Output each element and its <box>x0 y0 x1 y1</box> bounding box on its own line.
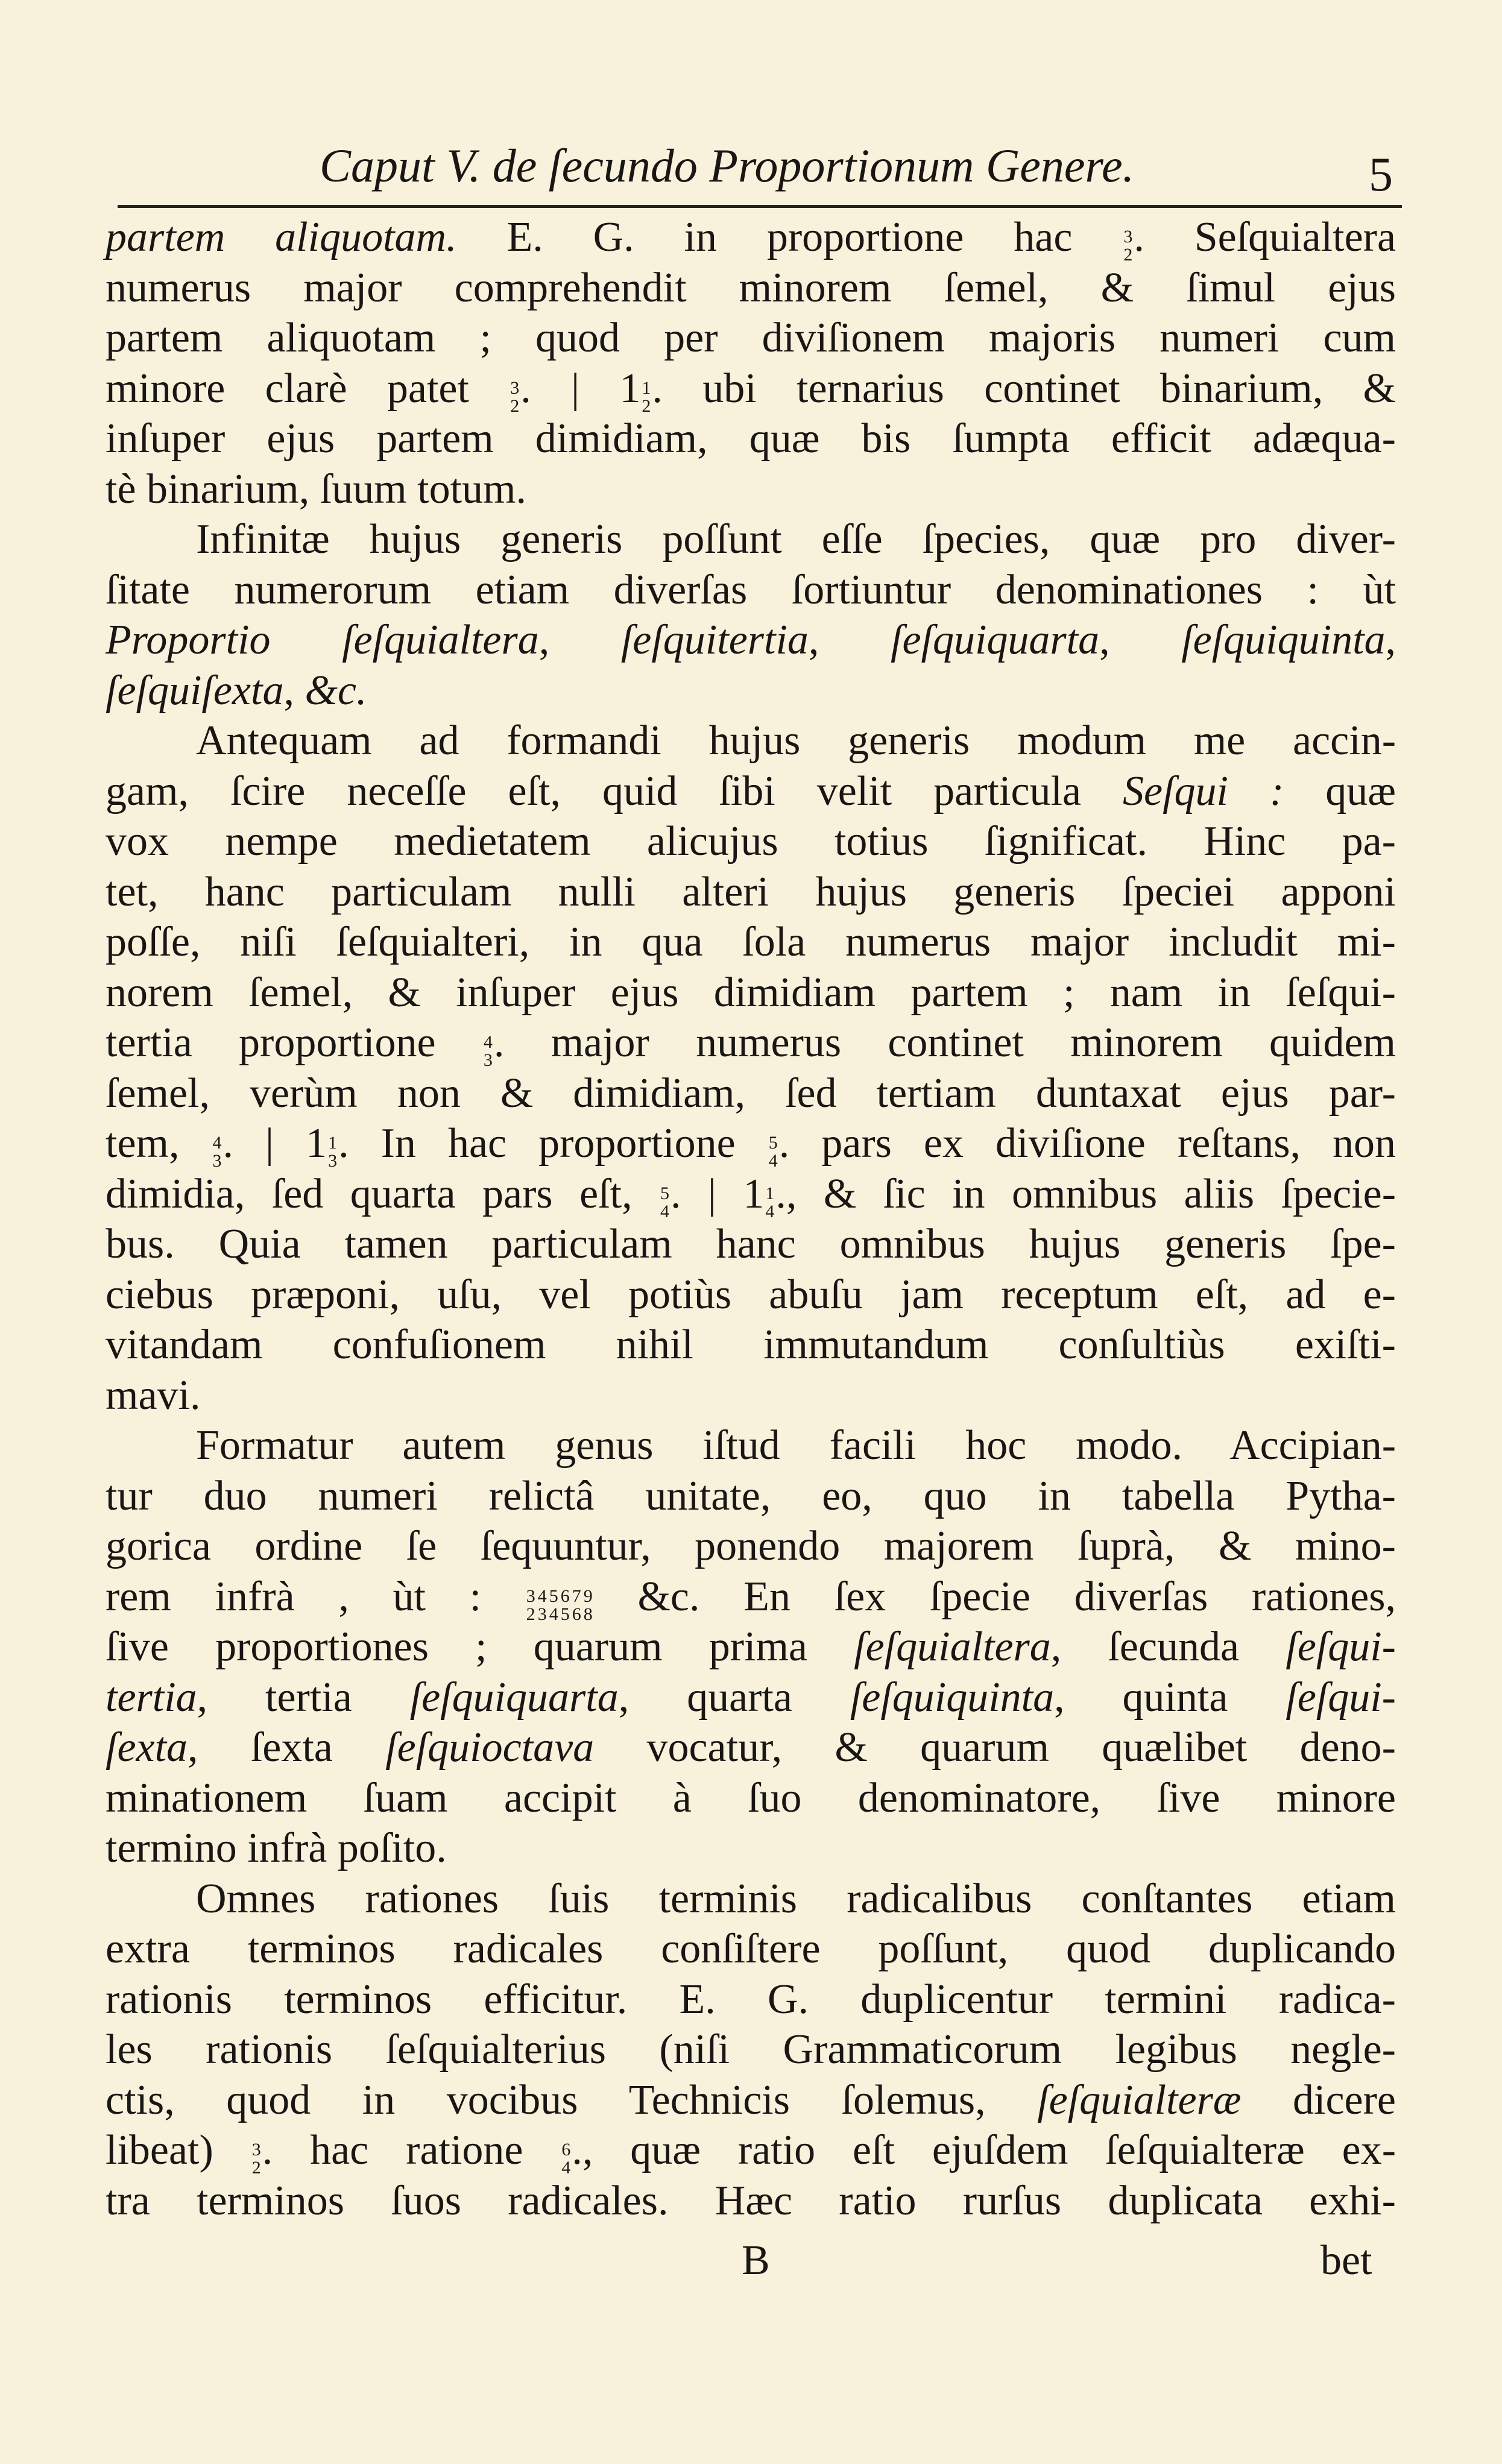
numerator: 5 <box>660 1183 669 1203</box>
italic-run: ſeſquialteræ <box>1037 2076 1242 2123</box>
numerator: 1 <box>765 1183 775 1203</box>
italic-run: ſeſquiquarta <box>409 1674 619 1721</box>
text-run: . pars ex diviſione reſtans, non <box>778 1120 1396 1167</box>
text-line <box>106 1219 1396 1270</box>
text-run: &c. En ſex ſpecie diverſas rationes, <box>593 1573 1396 1620</box>
fraction <box>328 1134 337 1170</box>
text-run: vocatur, & quarum quælibet deno- <box>594 1724 1396 1771</box>
text-line <box>106 666 1396 716</box>
text-run: tè binarium, ſuum totum. <box>106 465 526 512</box>
text-run: minationem ſuam accipit à ſuo denominatore, ſive minore <box>106 1774 1396 1821</box>
text-run: , <box>283 667 305 714</box>
fraction <box>660 1185 669 1221</box>
text-line <box>106 968 1396 1018</box>
text-run: . | 1 <box>671 1170 765 1217</box>
italic-run: &c. <box>305 667 367 714</box>
text-run: libeat) <box>106 2127 251 2173</box>
text-line <box>106 414 1396 464</box>
text-line <box>106 2176 1396 2226</box>
denominator: 2 <box>642 395 651 416</box>
page-number: 5 <box>1369 148 1393 201</box>
text-line <box>106 1118 1396 1169</box>
text-run: . In hac proportione <box>338 1120 768 1167</box>
text-line <box>106 364 1396 414</box>
fraction <box>561 1587 570 1624</box>
text-line <box>106 816 1396 867</box>
fraction <box>526 1587 535 1624</box>
text-run: les rationis ſeſquialterius (niſi Grammaticorum legibus negle- <box>106 2026 1396 2073</box>
numerator: 3 <box>1123 227 1133 247</box>
text-line <box>106 1521 1396 1572</box>
text-run: gorica ordine ſe ſequuntur, ponendo majorem ſuprà, & mino- <box>106 1523 1396 1569</box>
text-run: ., quæ ratio eſt ejuſdem ſeſquialteræ ex- <box>572 2127 1396 2173</box>
text-line <box>106 514 1396 565</box>
numerator: 1 <box>642 377 651 398</box>
text-line <box>106 1974 1396 2025</box>
denominator: 3 <box>537 1604 547 1624</box>
text-line <box>106 1672 1396 1723</box>
numerator: 6 <box>561 2140 571 2160</box>
denominator: 4 <box>768 1151 778 1171</box>
denominator: 3 <box>212 1151 222 1171</box>
denominator: 4 <box>561 2158 571 2178</box>
text-run: norem ſemel, & inſuper ejus dimidiam partem ; nam in ſeſqui- <box>106 969 1396 1016</box>
text-run: dicere <box>1241 2076 1396 2123</box>
denominator: 3 <box>483 1050 493 1070</box>
fraction <box>252 2141 261 2177</box>
text-run: . major numerus continet minorem quidem <box>493 1019 1396 1066</box>
numerator: 6 <box>560 1586 570 1606</box>
numerator: 3 <box>526 1586 535 1606</box>
text-line <box>106 1773 1396 1824</box>
text-line <box>106 1622 1396 1672</box>
numerator: 5 <box>549 1586 558 1606</box>
text-run: , tertia <box>197 1674 410 1721</box>
italic-run: ſeſquioctava <box>385 1724 595 1771</box>
text-line <box>106 464 1396 515</box>
italic-run: ſeſquitertia <box>620 617 809 663</box>
italic-run: ſeſquialtera <box>854 1624 1051 1670</box>
text-run: tertia proportione <box>106 1019 482 1066</box>
text-run: Omnes rationes ſuis terminis radicalibus conſtantes etiam <box>196 1875 1396 1922</box>
text-line <box>106 615 1396 666</box>
text-run: Formatur autem genus iſtud facili hoc modo. Accipian- <box>196 1422 1396 1469</box>
italic-run: ſeſqui- <box>1286 1674 1396 1721</box>
text-run: , ſexta <box>188 1724 386 1771</box>
text-run: extra terminos radicales conſiſtere poſſunt, quod duplicando <box>106 1926 1396 1972</box>
text-line <box>106 1169 1396 1220</box>
fraction <box>642 379 651 415</box>
text-run: quæ <box>1284 767 1396 815</box>
numerator: 4 <box>212 1133 222 1153</box>
text-run: ſitate numerorum etiam diverſas ſortiuntur denominationes : ùt <box>106 566 1396 613</box>
text-line <box>106 1722 1396 1773</box>
italic-run: ſeſquiquinta <box>1181 617 1386 663</box>
numerator: 7 <box>572 1586 581 1606</box>
text-run: , <box>808 617 891 663</box>
denominator: 4 <box>765 1201 775 1221</box>
fraction <box>765 1185 774 1221</box>
fraction <box>584 1587 593 1624</box>
text-line <box>106 2125 1396 2176</box>
running-title: Caput V. de ſecundo Proportionum Genere. <box>320 139 1135 192</box>
italic-run: partem aliquotam. <box>106 214 457 260</box>
text-run: poſſe, niſi ſeſquialteri, in qua ſola numerus major includit mi- <box>106 919 1396 965</box>
text-run: , ſecunda <box>1050 1624 1286 1670</box>
text-run: termino infrà poſito. <box>106 1825 447 1871</box>
numerator: 3 <box>510 377 520 398</box>
italic-run: ſeſquiquinta <box>850 1674 1055 1721</box>
fraction <box>213 1134 222 1170</box>
text-run: ctis, quod in vocibus Technicis ſolemus, <box>106 2076 1038 2123</box>
text-run: , <box>1385 617 1396 663</box>
denominator: 3 <box>328 1151 338 1171</box>
numerator: 3 <box>251 2140 261 2160</box>
numerator: 4 <box>483 1032 493 1052</box>
fraction <box>572 1587 581 1624</box>
text-line <box>106 263 1396 314</box>
text-line <box>106 1823 1396 1874</box>
text-line <box>106 716 1396 766</box>
text-run: ciebus præponi, uſu, vel potiùs abuſu jam receptum eſt, ad e- <box>106 1271 1396 1318</box>
text-run: , <box>538 617 621 663</box>
text-run: mavi. <box>106 1372 201 1419</box>
numerator: 5 <box>768 1133 778 1153</box>
denominator: 8 <box>583 1604 593 1624</box>
text-line <box>106 1420 1396 1471</box>
italic-run: tertia <box>106 1674 197 1721</box>
denominator: 4 <box>660 1201 669 1221</box>
italic-run: ſeſqui- <box>1286 1624 1396 1670</box>
text-line <box>106 1572 1396 1622</box>
denominator: 6 <box>572 1604 581 1624</box>
body-text <box>106 212 1396 2226</box>
text-run: , <box>1099 617 1182 663</box>
text-line <box>106 867 1396 918</box>
text-run: gam, ſcire neceſſe eſt, quid ſibi velit particula <box>106 767 1123 815</box>
fraction <box>561 2141 570 2177</box>
text-run: rationis terminos efficitur. E. G. duplicentur termini radica- <box>106 1976 1396 2023</box>
text-run: tur duo numeri relictâ unitate, eo, quo in tabella Pytha- <box>106 1472 1396 1519</box>
italic-run: ſeſquiquarta <box>891 617 1100 663</box>
text-run: tra terminos ſuos radicales. Hæc ratio rurſus duplicata exhi- <box>106 2177 1396 2224</box>
catchword: bet <box>1321 2237 1372 2284</box>
text-line <box>106 1320 1396 1370</box>
text-run: vitandam confuſionem nihil immutandum conſultiùs exiſti- <box>106 1322 1396 1368</box>
text-run: . | 1 <box>222 1120 327 1167</box>
fraction <box>549 1587 558 1624</box>
text-run: ſemel, verùm non & dimidiam, ſed tertiam duntaxat ejus par- <box>106 1070 1396 1117</box>
italic-run: Seſqui : <box>1123 767 1284 815</box>
text-run: E. G. in proportione hac <box>456 214 1123 260</box>
text-line <box>106 313 1396 364</box>
text-line <box>106 1874 1396 1924</box>
text-run: tem, <box>106 1120 212 1167</box>
text-run: rem infrà , ùt : <box>106 1573 525 1620</box>
fraction <box>769 1134 778 1170</box>
denominator: 2 <box>526 1604 535 1624</box>
numerator: 4 <box>537 1586 547 1606</box>
header-rule <box>118 205 1402 208</box>
text-line <box>106 917 1396 968</box>
italic-run: Proportio ſeſquialtera <box>106 617 539 663</box>
text-run: tet, hanc particulam nulli alteri hujus generis ſpeciei apponi <box>106 868 1396 915</box>
text-run: inſuper ejus partem dimidiam, quæ bis ſumpta efficit adæqua- <box>106 415 1396 462</box>
text-run: . | 1 <box>520 365 641 412</box>
text-line <box>106 766 1396 817</box>
signature-mark: B <box>742 2237 770 2284</box>
text-line <box>106 1471 1396 1522</box>
italic-run: ſeſquiſexta <box>106 667 284 714</box>
fraction <box>538 1587 547 1624</box>
text-run: , quarta <box>618 1674 850 1721</box>
text-run: ſive proportiones ; quarum prima <box>106 1624 854 1670</box>
fraction <box>1123 228 1132 264</box>
text-line <box>106 565 1396 616</box>
text-run: Antequam ad formandi hujus generis modum me accin- <box>196 717 1396 764</box>
text-line <box>106 2075 1396 2126</box>
text-line <box>106 1068 1396 1119</box>
text-line <box>106 212 1396 263</box>
text-run: dimidia, ſed quarta pars eſt, <box>106 1170 659 1217</box>
denominator: 2 <box>510 395 520 416</box>
numerator: 1 <box>328 1133 338 1153</box>
italic-run: ſexta <box>106 1724 188 1771</box>
denominator: 2 <box>251 2158 261 2178</box>
text-line <box>106 1370 1396 1421</box>
text-run: ., & ſic in omnibus aliis ſpecie- <box>775 1170 1396 1217</box>
text-run: partem aliquotam ; quod per diviſionem majoris numeri cum <box>106 315 1396 361</box>
text-run: Infinitæ hujus generis poſſunt eſſe ſpecies, quæ pro diver- <box>196 516 1396 562</box>
denominator: 5 <box>560 1604 570 1624</box>
text-run: . ubi ternarius continet binarium, & <box>652 365 1396 412</box>
text-run: numerus major comprehendit minorem ſemel, & ſimul ejus <box>106 264 1396 311</box>
text-line <box>106 1270 1396 1320</box>
text-run: bus. Quia tamen particulam hanc omnibus hujus generis ſpe- <box>106 1221 1396 1267</box>
fraction <box>484 1033 493 1070</box>
text-run: . hac ratione <box>262 2127 561 2173</box>
fraction <box>510 379 519 415</box>
text-run: . Seſquialtera <box>1134 214 1396 260</box>
text-run: vox nempe medietatem alicujus totius ſignificat. Hinc pa- <box>106 818 1396 865</box>
text-run: minore clarè patet <box>106 365 510 412</box>
denominator: 2 <box>1123 245 1133 265</box>
text-run: , quinta <box>1054 1674 1286 1721</box>
denominator: 4 <box>549 1604 558 1624</box>
numerator: 9 <box>583 1586 593 1606</box>
text-line <box>106 1018 1396 1068</box>
text-line <box>106 1924 1396 1974</box>
text-line <box>106 2024 1396 2075</box>
